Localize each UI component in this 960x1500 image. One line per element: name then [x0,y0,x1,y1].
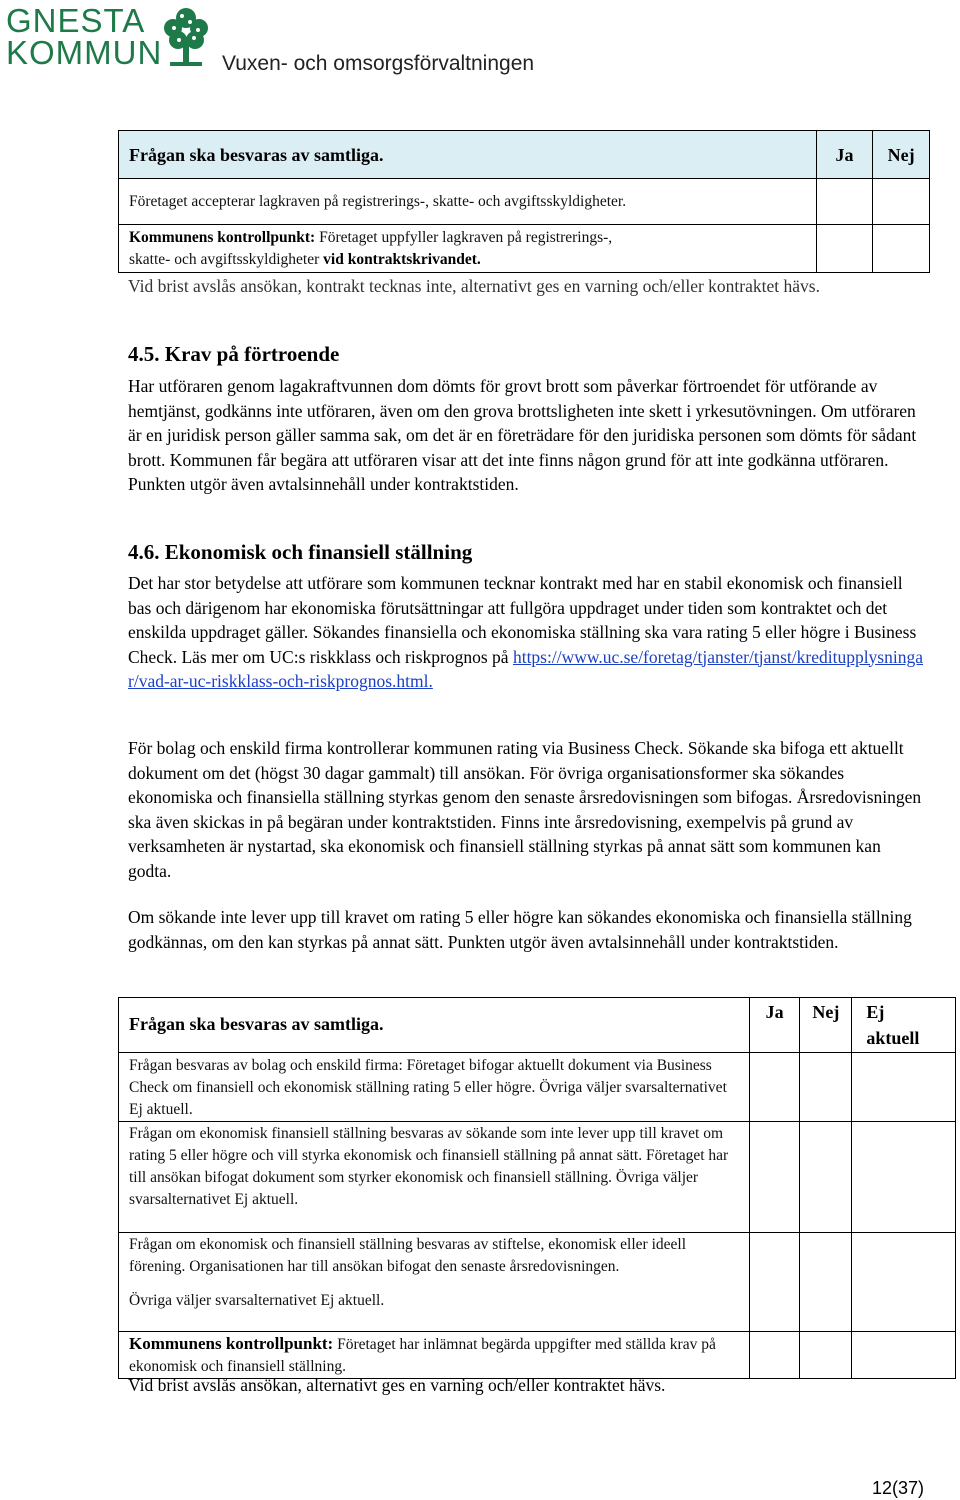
page-number: 12(37) [872,1478,925,1498]
table1-row2-line2: skatte- och avgiftsskyldigheter [129,251,324,268]
section-46-heading: 4.6. Ekonomisk och finansiell ställning [128,540,473,564]
table2-row3-no-cell[interactable] [800,1233,852,1332]
table1-row2-line2-bold: vid kontraktskrivandet. [323,251,481,268]
table2-row4-label: Kommunens kontrollpunkt: [129,1334,334,1353]
section-46-para2: För bolag och enskild firma kontrollerar kommunen rating via Business Check. Sökande ska bifoga ett aktuellt dokument om det (högst 30 dagar gammalt) till ansökan. För övriga organisationsformer ska sökandes ekonomiska och finansiella ställning styrkas genom den senaste årsredovisningen som bifogas. Årsredovisningen ska även skickas in på begäran under kontraktstiden. Finns inte årsredovisning, exempelvis på grund av verksamheten är nystartad, ska ekonomisk och finansiell ställning styrkas på annat sätt som kommunen kan godta. [128,738,922,881]
table2-row4-no-cell[interactable] [800,1332,852,1379]
section-45-body: Har utföraren genom lagakraftvunnen dom dömts för grovt brott som påverkar förtroendet för utförande av hemtjänst, godkänns inte utföraren, även om den grova brottsligheten inte skett i yrkesutövningen. Om utföraren är en juridisk person gäller samma sak, om det är en företrädare för den juridiska personen som dömts för sådant brott. Kommunen får begära att utföraren visar att det inte finns någon grund för att inte godkänna utföraren. Punkten utgör även avtalsinnehåll under kontraktstiden. [128,376,917,494]
requirements-table-1 [118,130,930,273]
table1-row1-no-cell[interactable] [873,179,930,225]
table2-row2-na-cell[interactable] [852,1122,956,1233]
table1-row2-yes-cell[interactable] [816,225,873,273]
table2-row4-na-cell[interactable] [852,1332,956,1379]
table1-col-yes: Ja [835,145,854,165]
table2-row1-yes-cell[interactable] [749,1053,799,1122]
table2-row1-text: Frågan besvaras av bolag och enskild firma: Företaget bifogar aktuellt dokument via Business Check om finansiell och ekonomisk ställning rating 5 eller högre. Övriga väljer svarsalternativet Ej aktuell. [129,1057,727,1118]
table2-row2-text: Frågan om ekonomisk finansiell ställning besvaras av sökande som inte lever upp till kravet om rating 5 eller högre och vill styrka ekonomisk och finansiell ställning på annat sätt. Företaget har till ansökan bifogat dokument som styrker ekonomisk och finansiell ställning. Övriga väljer svarsalternativet Ej aktuell. [129,1125,729,1208]
table2-header: Frågan ska besvaras av samtliga. [129,1014,384,1034]
table1-col-no: Nej [887,145,915,165]
department-name: Vuxen- och omsorgsförvaltningen [222,52,535,75]
section-46-para1 [128,571,928,694]
reject-text-1: Vid brist avslås ansökan, kontrakt tecknas inte, alternativt ges en varning och/eller kontraktet hävs. [128,276,820,296]
logo-text-line2: KOMMUN [6,34,163,71]
table2-col-no: Nej [812,1002,840,1022]
uc-riskclass-link[interactable]: https://www.uc.se/foretag/tjanster/tjanst/kreditupplysningar/vad-ar-uc-riskklass-och-riskprognos.html. [128,646,923,691]
tree-logo-icon [160,4,212,70]
table1-row1-text: Företaget accepterar lagkraven på registrerings-, skatte- och avgiftsskyldigheter. [129,193,627,210]
table2-col-yes: Ja [765,1002,784,1022]
table1-header: Frågan ska besvaras av samtliga. [129,145,384,165]
table2-row4-text: Företaget har inlämnat begärda uppgifter med ställda krav på ekonomisk och finansiell ställning. [129,1336,716,1375]
table2-row2-no-cell[interactable] [800,1122,852,1233]
table2-col-na-line1: Ej [866,1002,885,1022]
table2-col-na-line2: aktuell [866,1028,920,1048]
requirements-table-2 [118,997,956,1379]
section-45-heading: 4.5. Krav på förtroende [128,342,340,366]
table2-row4-yes-cell[interactable] [749,1332,799,1379]
table2-row3-text: Frågan om ekonomisk och finansiell ställning besvaras av stiftelse, ekonomisk eller ideell förening. Organisationen har till ansökan bifogat den senaste årsredovisningen. [129,1236,687,1275]
table2-row3-na-cell[interactable] [852,1233,956,1332]
table1-row1-yes-cell[interactable] [816,179,873,225]
table2-row3b-text: Övriga väljer svarsalternativet Ej aktuell. [129,1292,385,1309]
table1-row2-text: Företaget uppfyller lagkraven på registrerings-, [315,229,613,246]
table1-row2-no-cell[interactable] [873,225,930,273]
logo-text-line1: GNESTA [6,2,146,39]
table2-row1-no-cell[interactable] [800,1053,852,1122]
reject-text-2: Vid brist avslås ansökan, alternativt ges en varning och/eller kontraktet hävs. [128,1375,666,1395]
table1-row2-label: Kommunens kontrollpunkt: [129,229,316,246]
section-46-para3: Om sökande inte lever upp till kravet om rating 5 eller högre kan sökandes ekonomiska och finansiella ställning godkännas, om den kan styrkas på annat sätt. Punkten utgör även avtalsinnehåll under kontraktstiden. [128,907,912,952]
table2-row3-yes-cell[interactable] [749,1233,799,1332]
table2-row1-na-cell[interactable] [852,1053,956,1122]
table2-row2-yes-cell[interactable] [749,1122,799,1233]
section-46-para1-text: Det har stor betydelse att utförare som kommunen tecknar kontrakt med har en stabil ekonomisk och finansiell bas och därigenom har ekonomiska förutsättningar att fullgöra uppdraget under tiden som kontraktet och det enskilda uppdraget gäller. Sökandes finansiella och ekonomiska ställning ska vara rating 5 eller högre i Business Check. Läs mer om UC:s riskklass och riskprognos på [128,573,917,667]
